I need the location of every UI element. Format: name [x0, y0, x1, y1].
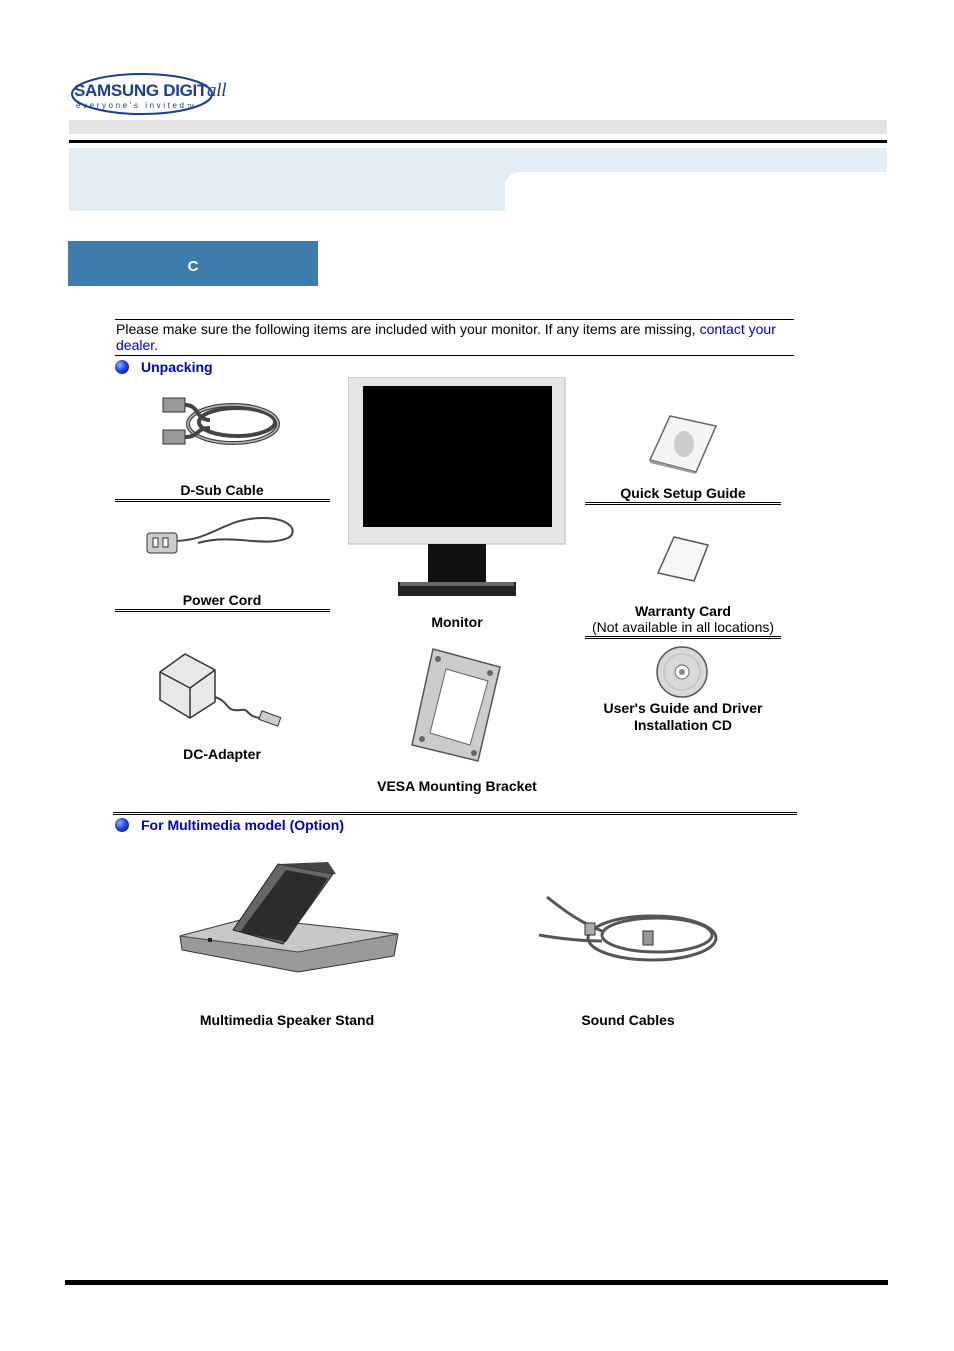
- installation-cd-label-line2: Installation CD: [633, 717, 732, 733]
- speaker-stand-icon: [178, 860, 400, 975]
- power-cord-label: Power Cord: [182, 592, 262, 608]
- monitor-icon: [348, 377, 566, 599]
- sound-cables-label: Sound Cables: [581, 1012, 675, 1028]
- blue-sphere-bullet-icon: [115, 360, 129, 374]
- monitor-label: Monitor: [431, 614, 483, 630]
- power-cord-icon: [143, 513, 298, 563]
- speaker-stand-label: Multimedia Speaker Stand: [199, 1012, 375, 1028]
- warranty-card-icon: [656, 535, 711, 583]
- multimedia-heading[interactable]: For Multimedia model (Option): [141, 817, 344, 833]
- quick-setup-guide-label: Quick Setup Guide: [620, 485, 746, 501]
- contact-dealer-link[interactable]: contact your dealer: [116, 321, 776, 353]
- power-cord-divider: [115, 609, 330, 612]
- vesa-bracket-label: VESA Mounting Bracket: [377, 778, 537, 794]
- installation-cd-icon: [655, 645, 709, 699]
- top-black-line: [69, 140, 887, 143]
- section-tab[interactable]: C: [68, 241, 318, 286]
- warranty-card-label: Warranty Card: [635, 603, 731, 619]
- top-gray-bar: [69, 120, 887, 134]
- warranty-divider: [585, 636, 781, 639]
- unpacking-heading[interactable]: Unpacking: [141, 359, 213, 375]
- warranty-card-note: (Not available in all locations): [591, 619, 775, 635]
- dc-adapter-icon: [155, 652, 290, 737]
- logo-brand: SAMSUNG DIGIT: [74, 81, 208, 100]
- dsub-cable-label: D-Sub Cable: [180, 482, 264, 498]
- installation-cd-label-line1: User's Guide and Driver: [603, 700, 763, 716]
- quick-setup-guide-icon: [648, 414, 718, 474]
- footer-line: [65, 1280, 888, 1285]
- quick-setup-divider: [585, 502, 781, 505]
- logo-brand-suffix: all: [207, 80, 227, 101]
- dc-adapter-label: DC-Adapter: [183, 746, 261, 762]
- sound-cables-icon: [537, 893, 722, 968]
- samsung-logo: [70, 70, 227, 115]
- dsub-cable-icon: [155, 390, 285, 455]
- logo-tagline: everyone's invited: [76, 101, 187, 110]
- dsub-divider: [115, 499, 330, 502]
- logo-tm: TM: [186, 104, 194, 110]
- vesa-bracket-icon: [408, 645, 503, 765]
- section-divider: [113, 812, 797, 815]
- blue-sphere-bullet-icon: [115, 818, 129, 832]
- header-band-cutout: [505, 172, 887, 212]
- intro-text: Please make sure the following items are included with your monitor. If any items are missing, contact your dealer.: [115, 319, 794, 356]
